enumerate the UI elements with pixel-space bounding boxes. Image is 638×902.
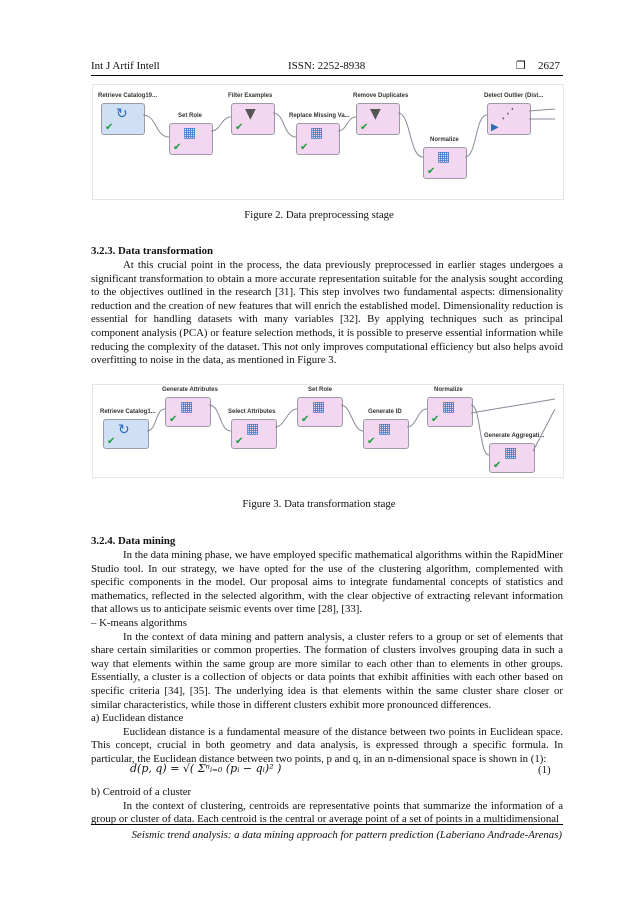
remove-duplicates-icon: ▼ [370,106,381,122]
op-generate-attributes: Generate Attributes ▦ ✔ [162,387,218,425]
section-body-data-mining: In the data mining phase, we have employed specific mathematical algorithms within the RapidMiner Studio tool. In our strategy, we have opted for the use of the clustering algorithm, complemented with specific components in the model. Our proposal aims to integrate fundamental concepts of statistics and mathematics, reflected in the selected algorithm, with the clear objective of extracting relevant information that allows us to anticipate seismic events over time [28], [33]. – K-means algorithms In the context of data mining and pattern analysis, a cluster refers to a group or set of elements that share certain similarities or common properties. The formation of clusters involves grouping data in such a way that elements within the same group are more similar to each other than to elements in other groups. Essentially, a cluster is a collection of objects or data points that exhibit affinities with each other based on specific criteria [34], [35]. The underlying idea is that elements within the same cluster share closer or similar characteristics, while those in different clusters exhibit more pronounced differences. a) Euclidean distance Euclidean distance is a fundamental measure of the distance between two points in Euclidean space. This concept, crucial in both geometry and data analysis, is expressed through a specific formula. In particular, the Euclidean distance between two points, p and q, in an n-dimensional space is shown in (1): [91,549,563,765]
op-retrieve-catalog: Retrieve Catalog19... ↻ ✔ [98,93,158,133]
figure3-workflow [92,384,564,478]
generate-aggregation-icon: ▦ [504,445,518,461]
op-retrieve-catalog-2: Retrieve Catalog1... ↻ ✔ [100,409,156,447]
normalize-icon: ▦ [437,149,451,165]
generate-attributes-icon: ▦ [180,399,194,415]
equation-euclidean: d(p, q) = √( Σⁿᵢ₌₀ (pᵢ − qᵢ)² ) [130,762,282,775]
replace-icon: ▦ [310,125,324,141]
item-a-label: a) Euclidean distance [91,712,184,725]
op-filter-examples: Filter Examples ▼ ✔ [231,103,275,135]
bullet-kmeans: – K-means algorithms [91,616,187,629]
journal-name: Int J Artif Intell [91,60,160,72]
figure2-caption: Figure 2. Data preprocessing stage [244,209,394,221]
generate-id-icon: ▦ [378,421,392,437]
figure2-workflow [92,84,564,200]
op-generate-id: Generate ID ▦ ✔ [363,419,409,449]
issn: ISSN: 2252-8938 [288,60,366,72]
op-detect-outlier: Detect Outlier (Dist... ⋰ ▶ [484,93,544,133]
filter-icon: ▼ [245,106,256,122]
op-set-role-2: Set Role ▦ ✔ [297,397,343,427]
retrieve-icon: ↻ [116,106,128,122]
section-body-centroid: b) Centroid of a cluster In the context of clustering, centroids are representative points that summarize the information of a group or cluster of data. Each centroid is the central or average point of a set of points in a multidimensional [91,786,563,826]
retrieve-icon: ↻ [118,422,130,438]
set-role-icon: ▦ [183,125,197,141]
footer-rule [91,824,563,825]
outlier-icon: ⋰ [501,106,515,122]
op-normalize: Normalize ▦ ✔ [423,147,467,179]
op-replace-missing: Replace Missing Va... ▦ ✔ [289,113,350,153]
section-heading-data-transformation: 3.2.3. Data transformation [91,245,214,257]
set-role-icon: ▦ [312,399,326,415]
select-attributes-icon: ▦ [246,421,260,437]
figure3-caption: Figure 3. Data transformation stage [242,498,396,510]
op-remove-duplicates: Remove Duplicates ▼ ✔ [353,93,409,133]
op-generate-aggregation: Generate Aggregati... ▦ ✔ [484,433,545,471]
normalize-icon: ▦ [442,399,456,415]
equation-number: (1) [538,764,551,776]
section-text-data-transformation: At this crucial point in the process, the data previously preprocessed in earlier stages undergoes a significant transformation to obtain a more accurate representation suitable for the analysis sought according to the objectives outlined in the research [31]. This step involves two fundamental aspects: dimensionality reduction and the creation of new features that will enrich the established model. Dimensionality reduction is essential for handling datasets with many variables [32]. By applying techniques such as principal component analysis (PCA) or feature selection methods, it is possible to preserve essential information while reducing the complexity of the dataset. This not only improves computational efficiency but also helps avoid overfitting to noise in the data, as mentioned in Figure 3. [91,259,563,367]
item-b-label: b) Centroid of a cluster [91,786,192,798]
page-number: 2627 [538,60,560,72]
footer-text: Seismic trend analysis: a data mining approach for pattern prediction (Laberiano Andrade-Arenas) [131,829,562,841]
header-rule [91,75,563,76]
box-icon: ❐ [516,59,526,72]
op-normalize-2: Normalize ▦ ✔ [427,397,473,427]
status-check-icon: ✔ [105,122,114,133]
op-select-attributes: Select Attributes ▦ ✔ [228,409,276,447]
op-set-role: Set Role ▦ ✔ [169,123,213,155]
section-heading-data-mining: 3.2.4. Data mining [91,535,176,547]
